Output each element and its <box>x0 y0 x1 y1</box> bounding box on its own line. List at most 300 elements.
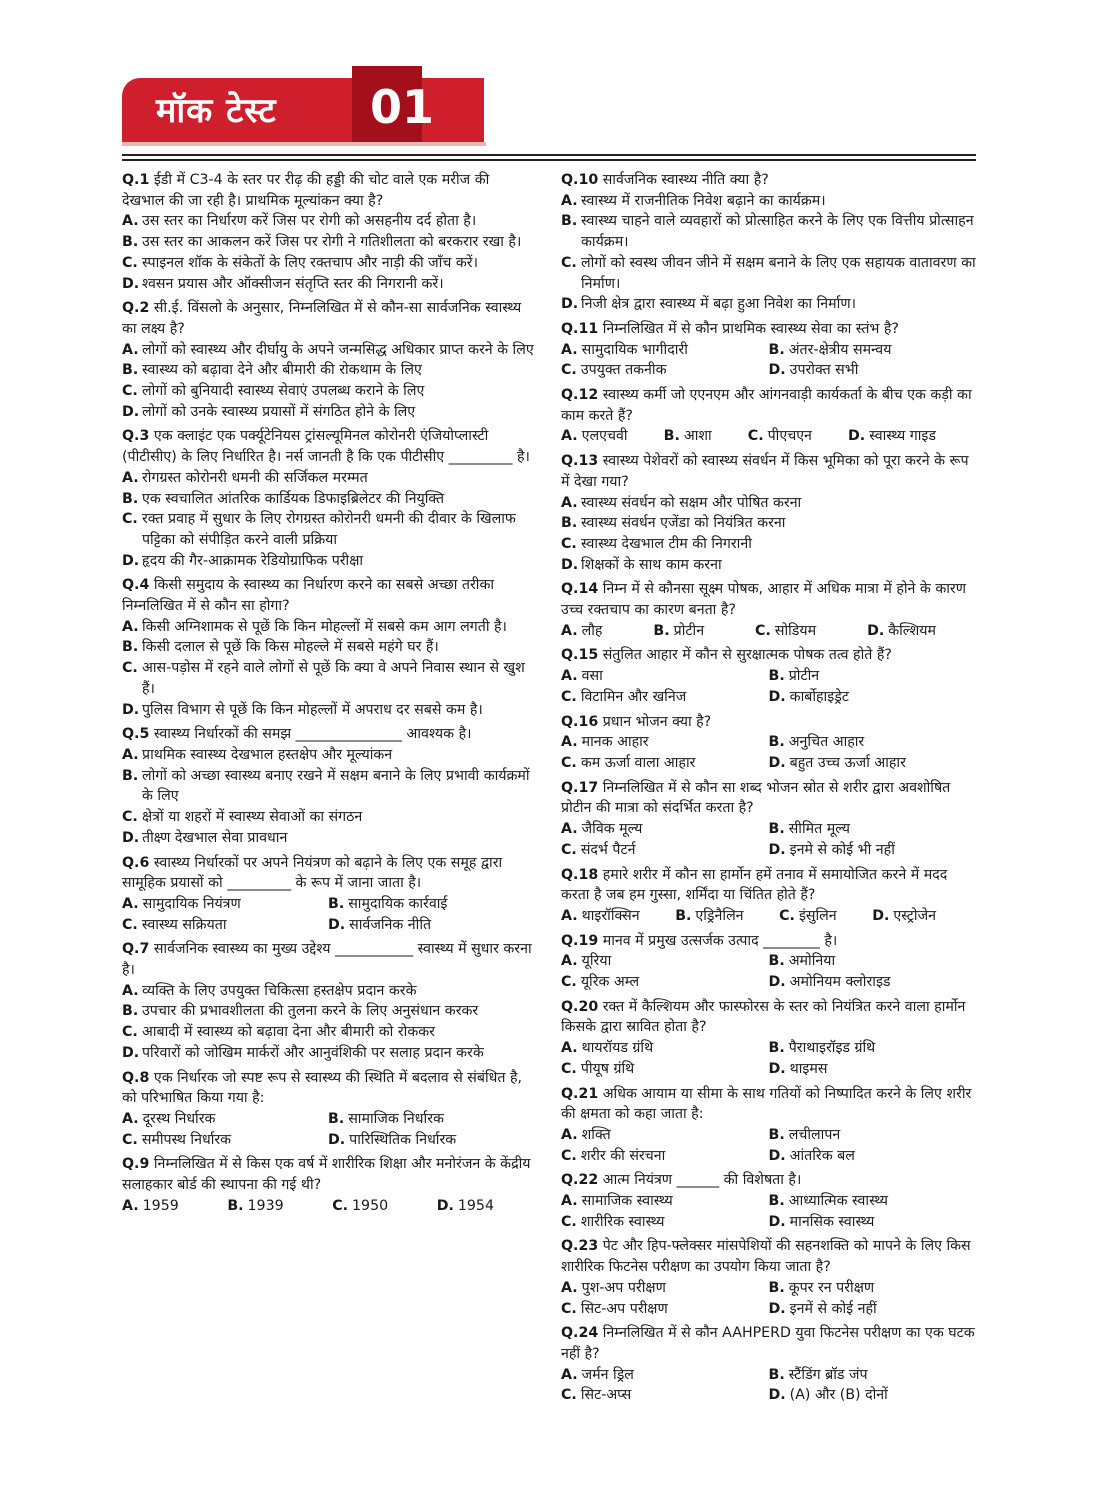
option-text: तीक्ष्ण देखभाल सेवा प्रावधान <box>142 829 288 846</box>
option-item <box>872 906 936 927</box>
question-stem: एक क्लाइंट एक पर्क्यूटेनियस ट्रांसल्यूमिनल कोरोनरी एंजियोप्लास्टी (पीटीसीए) के लिए निर्धारित है। नर्स जानती है कि एक पीटीसीए _________ है। <box>122 428 530 466</box>
page-title: मॉक टेस्ट <box>156 91 277 131</box>
option-letter: B. <box>768 668 785 685</box>
question-block <box>561 385 976 447</box>
option-letter: A. <box>561 734 578 751</box>
option-letter: C. <box>122 383 138 400</box>
question-block <box>122 1068 534 1151</box>
question-text <box>122 426 534 467</box>
option-item <box>561 819 769 840</box>
option-text: अमोनियम क्लोराइड <box>789 974 891 991</box>
option-letter: B. <box>663 428 680 445</box>
option-letter: B. <box>768 734 785 751</box>
option-letter: B. <box>122 234 139 251</box>
option-item <box>769 687 977 708</box>
option-letter: B. <box>768 1126 785 1143</box>
option-item <box>561 1385 769 1406</box>
option-item <box>848 426 936 447</box>
option-letter: C. <box>122 660 138 677</box>
option-item <box>769 1125 977 1146</box>
option-text: व्यक्ति के लिए उपयुक्त चिकित्सा हस्तक्षेप प्रदान करके <box>142 982 417 999</box>
option-item <box>122 274 534 295</box>
option-text: पुश-अप परीक्षण <box>581 1279 666 1296</box>
question-block <box>561 997 976 1080</box>
question-stem: स्वास्थ्य निर्धारकों की समझ _______________ आवश्यक है। <box>153 726 472 743</box>
option-letter: A. <box>122 341 139 358</box>
option-item <box>122 551 534 572</box>
question-stem: निम्नलिखित में से किस एक वर्ष में शारीरिक शिक्षा और मनोरंजन के केंद्रीय सलाहकार बोर्ड की स्थापना की गई थी? <box>122 1156 531 1194</box>
option-letter: D. <box>122 275 140 292</box>
option-text: कूपर रन परीक्षण <box>788 1279 875 1296</box>
option-text: मानसिक स्वास्थ्य <box>789 1213 875 1230</box>
option-text: एक स्वचालित आंतरिक कार्डियक डिफाइब्रिलेटर की नियुक्ति <box>142 490 445 507</box>
option-item <box>769 819 977 840</box>
option-letter: A. <box>122 895 139 912</box>
question-number: Q.10 <box>561 172 599 188</box>
question-block <box>122 170 534 294</box>
option-text: पीएचएन <box>767 428 812 445</box>
question-number: Q.8 <box>122 1069 150 1086</box>
option-letter: B. <box>768 341 785 358</box>
option-item <box>122 828 534 849</box>
option-letter: D. <box>768 1213 786 1230</box>
option-item <box>122 1043 534 1064</box>
options-group <box>561 1365 976 1406</box>
option-item <box>561 1299 769 1320</box>
option-letter: C. <box>122 254 138 271</box>
option-item <box>328 915 534 936</box>
question-text <box>561 170 976 191</box>
question-stem: एक निर्धारक जो स्पष्ट रूप से स्वास्थ्य की स्थिति में बदलाव से संबंधित है, को परिभाषित किया गया है: <box>122 1069 523 1107</box>
option-letter: B. <box>768 1279 785 1296</box>
option-item <box>653 621 704 642</box>
option-text: श्वसन प्रयास और ऑक्सीजन संतृप्ति स्तर की निगरानी करें। <box>142 275 444 292</box>
question-block <box>561 170 976 315</box>
options-group <box>561 1038 976 1079</box>
option-letter: C. <box>122 511 138 528</box>
question-stem: स्वास्थ्य पेशेवरों को स्वास्थ्य संवर्धन में किस भूमिका को पूरा करने के रूप में देखा गया? <box>561 453 969 490</box>
option-item <box>122 211 534 232</box>
option-letter: B. <box>122 767 139 784</box>
option-letter: C. <box>561 1060 577 1077</box>
option-text: स्वास्थ्य संवर्धन को सक्षम और पोषित करना <box>581 494 802 511</box>
question-stem: निम्न में से कौनसा सूक्ष्म पोषक, आहार में अधिक मात्रा में होने के कारण उच्च रक्तचाप का कारण बनता है? <box>561 581 966 619</box>
option-letter: C. <box>779 907 795 924</box>
options-group <box>561 732 976 773</box>
option-letter: A. <box>561 668 578 685</box>
option-item <box>122 360 534 381</box>
option-text: सिट-अप परीक्षण <box>580 1300 668 1317</box>
option-text: 1959 <box>142 1197 179 1214</box>
question-text <box>561 1170 976 1191</box>
option-item <box>867 621 936 642</box>
question-number: Q.16 <box>561 713 599 730</box>
option-letter: A. <box>122 1197 139 1214</box>
question-text <box>122 170 534 211</box>
option-letter: A. <box>561 1126 578 1143</box>
option-letter: D. <box>122 403 140 420</box>
option-text: सीमित मूल्य <box>788 821 850 838</box>
option-letter: C. <box>122 1131 138 1148</box>
option-text: किसी अग्निशामक से पूछें कि किन मोहल्लों में सबसे कम आग लगती है। <box>142 618 507 635</box>
option-letter: B. <box>122 1003 139 1020</box>
option-letter: C. <box>561 362 577 379</box>
question-number: Q.3 <box>122 428 150 445</box>
option-letter: A. <box>122 1110 139 1127</box>
option-item <box>227 1196 283 1217</box>
option-letter: D. <box>436 1197 454 1214</box>
option-item <box>122 658 534 699</box>
options-group <box>561 426 976 447</box>
option-text: इंसुलिन <box>798 907 837 924</box>
question-block <box>122 1154 534 1216</box>
option-item <box>122 807 534 828</box>
question-block <box>561 579 976 641</box>
option-item <box>769 1146 977 1167</box>
option-text: शक्ति <box>581 1126 611 1143</box>
question-block <box>122 724 534 848</box>
option-text: स्पाइनल शॉक के संकेतों के लिए रक्तचाप और नाड़ी की जाँच करें। <box>142 254 478 271</box>
option-item <box>122 745 534 766</box>
option-item <box>122 381 534 402</box>
option-item <box>769 1278 977 1299</box>
option-letter: A. <box>561 622 578 639</box>
option-item <box>561 951 769 972</box>
question-block <box>122 575 534 720</box>
option-item <box>122 700 534 721</box>
option-item <box>561 555 976 576</box>
option-text: आंतरिक बल <box>789 1147 855 1164</box>
option-text: वसा <box>581 668 603 685</box>
option-text: पीयूष ग्रंथि <box>580 1060 635 1077</box>
option-letter: D. <box>122 1044 140 1061</box>
header-rule-bottom <box>122 159 976 161</box>
option-item <box>561 426 628 447</box>
option-text: हृदय की गैर-आक्रामक रेडियोग्राफिक परीक्षा <box>142 552 364 569</box>
left-column <box>122 170 534 1218</box>
option-text: शरीर की संरचना <box>580 1147 666 1164</box>
option-item <box>561 840 769 861</box>
mock-test-banner <box>122 66 484 144</box>
options-group <box>561 621 976 642</box>
option-letter: C. <box>561 535 577 552</box>
option-letter: A. <box>122 469 139 486</box>
question-number: Q.13 <box>561 453 599 470</box>
option-item <box>769 1212 977 1233</box>
question-block <box>561 1170 976 1232</box>
option-item <box>122 637 534 658</box>
question-block <box>122 939 534 1063</box>
option-text: विटामिन और खनिज <box>580 688 687 705</box>
question-stem: पेट और हिप-फ्लेक्सर मांसपेशियों की सहनशक्ति को मापने के लिए किस शारीरिक फिटनेस परीक्षण का उपयोग किया जाता है? <box>561 1238 971 1276</box>
option-item <box>769 972 977 993</box>
option-item <box>122 1109 328 1130</box>
option-letter: A. <box>561 907 578 924</box>
option-text: सामाजिक स्वास्थ्य <box>581 1193 673 1210</box>
option-text: सामुदायिक नियंत्रण <box>142 895 241 912</box>
question-number: Q.17 <box>561 779 599 796</box>
option-text: 1939 <box>247 1197 284 1214</box>
question-stem: सार्वजनिक स्वास्थ्य का मुख्य उद्देश्य ___________ स्वास्थ्य में सुधार करना है। <box>122 941 532 979</box>
option-item <box>328 1109 534 1130</box>
option-item <box>561 340 769 361</box>
option-text: एड्रिनैलिन <box>695 907 744 924</box>
question-block <box>561 1084 976 1167</box>
option-letter: C. <box>561 754 577 771</box>
option-text: उपरोक्त सभी <box>789 362 859 379</box>
option-item <box>122 489 534 510</box>
options-group <box>122 894 534 935</box>
option-item <box>769 840 977 861</box>
option-text: 1950 <box>352 1197 389 1214</box>
option-text: सोडियम <box>774 622 817 639</box>
option-text: निजी क्षेत्र द्वारा स्वास्थ्य में बढ़ा हुआ निवेश का निर्माण। <box>581 296 856 313</box>
option-text: एलएचवी <box>581 428 628 445</box>
option-letter: B. <box>675 907 692 924</box>
option-item <box>561 253 976 294</box>
question-text <box>561 645 976 666</box>
option-letter: D. <box>122 829 140 846</box>
option-item <box>561 534 976 555</box>
option-text: रोगग्रस्त कोरोनरी धमनी की सर्जिकल मरम्मत <box>142 469 368 486</box>
question-text <box>122 853 534 894</box>
option-letter: D. <box>768 841 786 858</box>
question-number: Q.12 <box>561 387 599 404</box>
option-item <box>122 232 534 253</box>
question-number: Q.11 <box>561 320 599 337</box>
option-text: समीपस्थ निर्धारक <box>141 1131 232 1148</box>
option-item <box>561 732 769 753</box>
question-block <box>561 865 976 927</box>
question-block <box>561 451 976 575</box>
question-block <box>122 426 534 571</box>
option-item <box>122 1001 534 1022</box>
option-item <box>561 1365 769 1386</box>
option-letter: A. <box>561 341 578 358</box>
option-letter: D. <box>867 622 885 639</box>
question-stem: रक्त में कैल्शियम और फास्फोरस के स्तर को नियंत्रित करने वाला हार्मोन किसके द्वारा स्रावित होता है? <box>561 998 966 1036</box>
question-stem: मानव में प्रमुख उत्सर्जक उत्पाद ________ है। <box>602 932 838 949</box>
right-column <box>561 170 976 1408</box>
option-text: लोगों को उनके स्वास्थ्य प्रयासों में संगठित होने के लिए <box>142 403 416 420</box>
option-letter: D. <box>328 1131 346 1148</box>
option-letter: C. <box>561 1147 577 1164</box>
options-group <box>561 906 976 927</box>
option-item <box>561 1212 769 1233</box>
option-letter: B. <box>328 1110 345 1127</box>
option-letter: B. <box>768 821 785 838</box>
option-letter: C. <box>755 622 771 639</box>
options-group <box>561 666 976 707</box>
option-item <box>769 753 977 774</box>
option-letter: D. <box>768 1300 786 1317</box>
question-stem: ईडी में C3-4 के स्तर पर रीढ़ की हड्डी की चोट वाले एक मरीज की देखभाल की जा रही है। प्राथमिक मूल्यांकन क्या है? <box>122 172 490 209</box>
option-text: लौह <box>581 622 603 639</box>
option-item <box>769 666 977 687</box>
option-text: स्वास्थ्य संवर्धन एजेंडा को नियंत्रित करना <box>581 515 786 532</box>
options-group <box>561 951 976 992</box>
option-item <box>122 340 534 361</box>
option-letter: D. <box>768 754 786 771</box>
option-text: किसी दलाल से पूछें कि किस मोहल्ले में सबसे महंगे घर हैं। <box>142 639 439 656</box>
question-text <box>561 865 976 906</box>
option-text: क्षेत्रों या शहरों में स्वास्थ्य सेवाओं का संगठन <box>142 809 363 826</box>
option-letter: D. <box>768 1060 786 1077</box>
option-text: कम ऊर्जा वाला आहार <box>580 754 696 771</box>
option-text: मानक आहार <box>581 734 649 751</box>
option-letter: B. <box>122 362 139 379</box>
option-letter: D. <box>768 1387 786 1404</box>
option-text: स्वास्थ्य को बढ़ावा देने और बीमारी की रोकथाम के लिए <box>142 362 422 379</box>
option-item <box>769 1038 977 1059</box>
option-letter: A. <box>561 1040 578 1057</box>
option-text: सामाजिक निर्धारक <box>348 1110 444 1127</box>
question-number: Q.23 <box>561 1238 599 1255</box>
option-text: इनमें से कोई नहीं <box>789 1300 877 1317</box>
option-letter: C. <box>561 1213 577 1230</box>
option-text: शारीरिक स्वास्थ्य <box>580 1213 665 1230</box>
option-text: पुलिस विभाग से पूछें कि किन मोहल्लों में अपराध दर सबसे कम है। <box>142 701 483 718</box>
options-group <box>122 1196 534 1217</box>
question-number: Q.5 <box>122 726 150 743</box>
option-letter: C. <box>747 428 764 445</box>
question-stem: आत्म नियंत्रण ______ की विशेषता है। <box>602 1172 802 1189</box>
question-text <box>561 319 976 340</box>
question-number: Q.4 <box>122 577 150 594</box>
option-text: आबादी में स्वास्थ्य को बढ़ावा देना और बीमारी को रोककर <box>142 1024 435 1041</box>
option-text: लोगों को अच्छा स्वास्थ्य बनाए रखने में सक्षम बनाने के लिए प्रभावी कार्यक्रमों के लिए <box>142 767 530 805</box>
option-item <box>561 1059 769 1080</box>
option-letter: A. <box>561 821 578 838</box>
option-text: कार्बोहाइड्रेट <box>789 688 849 705</box>
question-text <box>561 451 976 492</box>
option-letter: B. <box>227 1197 244 1214</box>
option-text: जर्मन ड्रिल <box>581 1366 634 1383</box>
option-letter: C. <box>561 1387 577 1404</box>
test-number: 01 <box>370 80 435 134</box>
option-item <box>561 666 769 687</box>
option-item <box>769 1385 977 1406</box>
question-text <box>561 385 976 426</box>
option-item <box>122 1022 534 1043</box>
option-letter: B. <box>653 622 670 639</box>
option-text: इनमे से कोई भी नहीं <box>789 841 895 858</box>
option-item <box>748 426 812 447</box>
option-letter: D. <box>561 296 579 313</box>
option-letter: D. <box>328 916 346 933</box>
option-letter: A. <box>122 982 139 999</box>
option-item <box>122 915 328 936</box>
option-text: उपचार की प्रभावशीलता की तुलना करने के लिए अनुसंधान करकर <box>142 1003 479 1020</box>
question-text <box>122 724 534 745</box>
question-number: Q.6 <box>122 854 150 871</box>
option-item <box>769 1365 977 1386</box>
option-item <box>122 766 534 807</box>
option-item <box>437 1196 494 1217</box>
option-item <box>122 1196 179 1217</box>
option-item <box>328 894 534 915</box>
question-number: Q.18 <box>561 866 599 883</box>
options-group <box>561 1125 976 1166</box>
option-text: स्वास्थ्य सक्रियता <box>141 916 227 933</box>
question-block <box>561 712 976 774</box>
option-letter: D. <box>872 907 890 924</box>
option-item <box>561 1278 769 1299</box>
options-group <box>122 1109 534 1150</box>
banner-shadow-strip <box>122 142 486 146</box>
option-letter: A. <box>561 953 578 970</box>
option-text: आस-पड़ोस में रहने वाले लोगों से पूछें कि क्या वे अपने निवास स्थान से खुश हैं। <box>142 660 525 697</box>
option-item <box>779 906 837 927</box>
option-item <box>561 211 976 252</box>
question-text <box>122 298 534 339</box>
option-letter: A. <box>122 618 139 635</box>
option-item <box>561 493 976 514</box>
options-group <box>561 819 976 860</box>
option-item <box>122 468 534 489</box>
option-text: लचीलापन <box>788 1126 841 1143</box>
option-item <box>769 951 977 972</box>
question-stem: किसी समुदाय के स्वास्थ्य का निर्धारण करने का सबसे अच्छा तरीका निम्नलिखित में से कौन सा होगा? <box>122 577 495 615</box>
question-text <box>561 1236 976 1277</box>
option-letter: C. <box>561 974 577 991</box>
option-text: उस स्तर का निर्धारण करें जिस पर रोगी को असहनीय दर्द होता है। <box>142 213 477 230</box>
option-letter: B. <box>328 895 345 912</box>
option-text: सामुदायिक कार्रवाई <box>348 895 448 912</box>
option-item <box>769 1191 977 1212</box>
question-number: Q.21 <box>561 1085 599 1102</box>
question-number: Q.22 <box>561 1172 599 1189</box>
question-text <box>561 579 976 620</box>
question-block <box>561 319 976 381</box>
option-text: संदर्भ पैटर्न <box>580 841 636 858</box>
option-item <box>122 402 534 423</box>
question-text <box>561 931 976 952</box>
option-letter: C. <box>122 916 138 933</box>
option-text: यूरिक अम्ल <box>580 974 640 991</box>
question-block <box>561 1236 976 1319</box>
question-number: Q.2 <box>122 300 150 317</box>
option-text: यूरिया <box>581 953 612 970</box>
option-text: स्वास्थ्य गाइड <box>869 428 936 445</box>
question-stem: प्रधान भोजन क्या है? <box>602 713 712 730</box>
option-text: जैविक मूल्य <box>581 821 643 838</box>
option-letter: A. <box>561 192 578 209</box>
question-block <box>561 645 976 707</box>
option-letter: C. <box>122 1024 138 1041</box>
option-text: रक्त प्रवाह में सुधार के लिए रोगग्रस्त कोरोनरी धमनी की दीवार के खिलाफ पट्टिका को संपीड़ित करने वाली प्रक्रिया <box>142 511 516 548</box>
question-text <box>122 1154 534 1195</box>
option-item <box>561 1038 769 1059</box>
option-text: थाइमस <box>789 1060 828 1077</box>
option-item <box>561 513 976 534</box>
options-group <box>561 1278 976 1319</box>
option-text: अंतर-क्षेत्रीय समन्वय <box>788 341 892 358</box>
question-number: Q.20 <box>561 998 599 1015</box>
question-stem: सी.ई. विंसलो के अनुसार, निम्नलिखित में से कौन-सा सार्वजनिक स्वास्थ्य का लक्ष्य है? <box>122 300 522 337</box>
question-stem: निम्नलिखित में से कौन प्राथमिक स्वास्थ्य सेवा का स्तंभ है? <box>602 320 899 337</box>
option-text: प्राथमिक स्वास्थ्य देखभाल हस्तक्षेप और मूल्यांकन <box>142 746 393 763</box>
option-item <box>769 1059 977 1080</box>
option-item <box>561 906 640 927</box>
option-item <box>769 1299 977 1320</box>
option-item <box>561 1125 769 1146</box>
question-number: Q.1 <box>122 172 150 188</box>
option-item <box>561 294 976 315</box>
question-stem: संतुलित आहार में कौन से सुरक्षात्मक पोषक तत्व होते हैं? <box>602 647 892 664</box>
option-text: एस्ट्रोजेन <box>893 907 936 924</box>
option-letter: B. <box>561 515 578 532</box>
